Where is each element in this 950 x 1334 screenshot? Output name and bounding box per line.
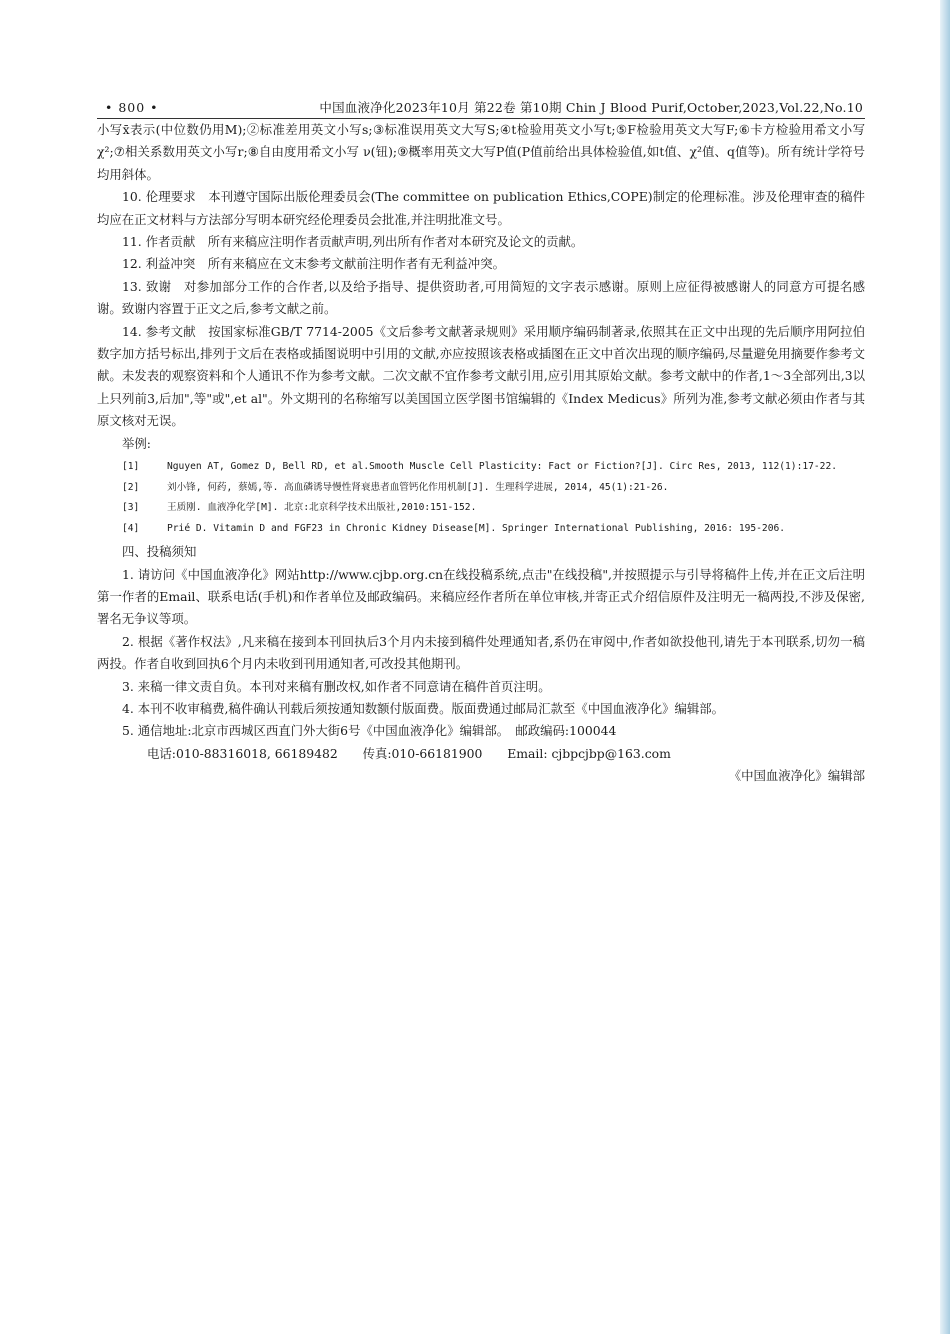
reference-examples (97, 455, 865, 541)
running-header (97, 98, 865, 119)
reference-text: Prié D. Vitamin D and FGF23 in Chronic Kidney Disease[M]. Springer International Publishing, 2016: 195-206. (167, 522, 786, 534)
submission-guidelines-heading: 四、投稿须知 (122, 544, 197, 560)
reference-text: 王质刚. 血液净化学[M]. 北京:北京科学技术出版社,2010:151-152. (167, 502, 477, 514)
journal-page (97, 98, 865, 788)
guideline-online-submission: 1. 请访问《中国血液净化》网站http://www.cjbp.org.cn在线投稿系统,点击"在线投稿",并按照提示与引导将稿件上传,并在正文后注明第一作者的Email、联系电话(手机)和作者单位及邮政编码。来稿应经作者所在单位审核,并寄正式介绍信原件及注明无一稿两投,不涉及保密,署名无争议等项。 (97, 566, 865, 627)
reference-item (122, 478, 865, 499)
examples-label: 举例: (122, 435, 151, 451)
reference-item (122, 457, 865, 478)
references-rule-paragraph: 14. 参考文献 按国家标准GB/T 7714-2005《文后参考文献著录规则》采用顺序编码制著录,依照其在正文中出现的先后顺序用阿拉伯数字加方括号标出,排列于文后在表格或插图说明中引用的文献,亦应按照该表格或插图在正文中首次出现的顺序编码,尽量避免用摘要作参考文献。未发表的观察资料和个人通讯不作为参考文献。二次文献不宜作参考文献引用,应引用其原始文献。参考文献中的作者,1～3全部列出,3以上只列前3,后加",等"或",et al"。外文期刊的名称缩写以美国国立医学图书馆编辑的《Index Medicus》所列为准,参考文献必须由作者与其原文核对无误。 (97, 323, 865, 429)
page-number: • 800 • (105, 100, 159, 115)
guideline-responsibility: 3. 来稿一律文责自负。本刊对来稿有删改权,如作者不同意请在稿件首页注明。 (122, 678, 551, 694)
guideline-fees: 4. 本刊不收审稿费,稿件确认刊载后须按通知数额付版面费。版面费通过邮局汇款至《中国血液净化》编辑部。 (122, 700, 725, 716)
conflict-of-interest-paragraph: 12. 利益冲突 所有来稿应在文末参考文献前注明作者有无利益冲突。 (122, 256, 505, 272)
ethics-paragraph: 10. 伦理要求 本刊遵守国际出版伦理委员会(The committee on publication Ethics,COPE)制定的伦理标准。涉及伦理审查的稿件均应在正文材料与方法部分写明本研究经伦理委员会批准,并注明批准文号。 (97, 189, 865, 227)
journal-citation: 中国血液净化2023年10月 第22卷 第10期 Chin J Blood Purif,October,2023,Vol.22,No.10 (319, 100, 863, 115)
reference-text: 刘小锋, 何药, 蔡嫣,等. 高血磷诱导慢性肾衰患者血管钙化作用机制[J]. 生理科学进展, 2014, 45(1):21-26. (167, 481, 669, 493)
reference-number: [2] (122, 481, 140, 493)
author-contribution-paragraph: 11. 作者贡献 所有来稿应注明作者贡献声明,列出所有作者对本研究及论文的贡献。 (122, 234, 584, 250)
reference-number: [1] (122, 461, 140, 473)
guideline-copyright: 2. 根据《著作权法》,凡来稿在接到本刊回执后3个月内未接到稿件处理通知者,系仍在审阅中,作者如欲投他刊,请先于本刊联系,切勿一稿两投。作者自收到回执6个月内未收到刊用通知者,可改投其他期刊。 (97, 633, 865, 672)
editorial-signature: 《中国血液净化》编辑部 (728, 768, 865, 784)
reference-item (122, 519, 865, 540)
guideline-address: 5. 通信地址:北京市西城区西直门外大街6号《中国血液净化》编辑部。 邮政编码:100044 (122, 723, 617, 739)
reference-item (122, 498, 865, 519)
reference-number: [3] (122, 502, 140, 514)
stats-symbols-paragraph: 小写x̄表示(中位数仍用M);②标准差用英文小写s;③标准误用英文大写S;④t检验用英文小写t;⑤F检验用英文大写F;⑥卡方检验用希文小写χ²;⑦相关系数用英文小写r;⑧自由度用希文小写 ν(钮);⑨概率用英文大写P值(P值前给出具体检验值,如t值、χ²值、q值等)。所有统计学符号均用斜体。 (97, 122, 865, 182)
contact-line: 电话:010-88316018, 66189482 传真:010-66181900 Email: cjbpcjbp@163.com (147, 745, 671, 761)
article-body (97, 119, 865, 788)
reference-text: Nguyen AT, Gomez D, Bell RD, et al.Smooth Muscle Cell Plasticity: Fact or Fiction?[J]. Circ Res, 2013, 112(1):17-22. (167, 461, 838, 473)
page-edge-strip (940, 0, 950, 1334)
reference-number: [4] (122, 522, 140, 534)
acknowledgement-paragraph: 13. 致谢 对参加部分工作的合作者,以及给予指导、提供资助者,可用简短的文字表示感谢。原则上应征得被感谢人的同意方可提名感谢。致谢内容置于正文之后,参考文献之前。 (97, 278, 865, 317)
